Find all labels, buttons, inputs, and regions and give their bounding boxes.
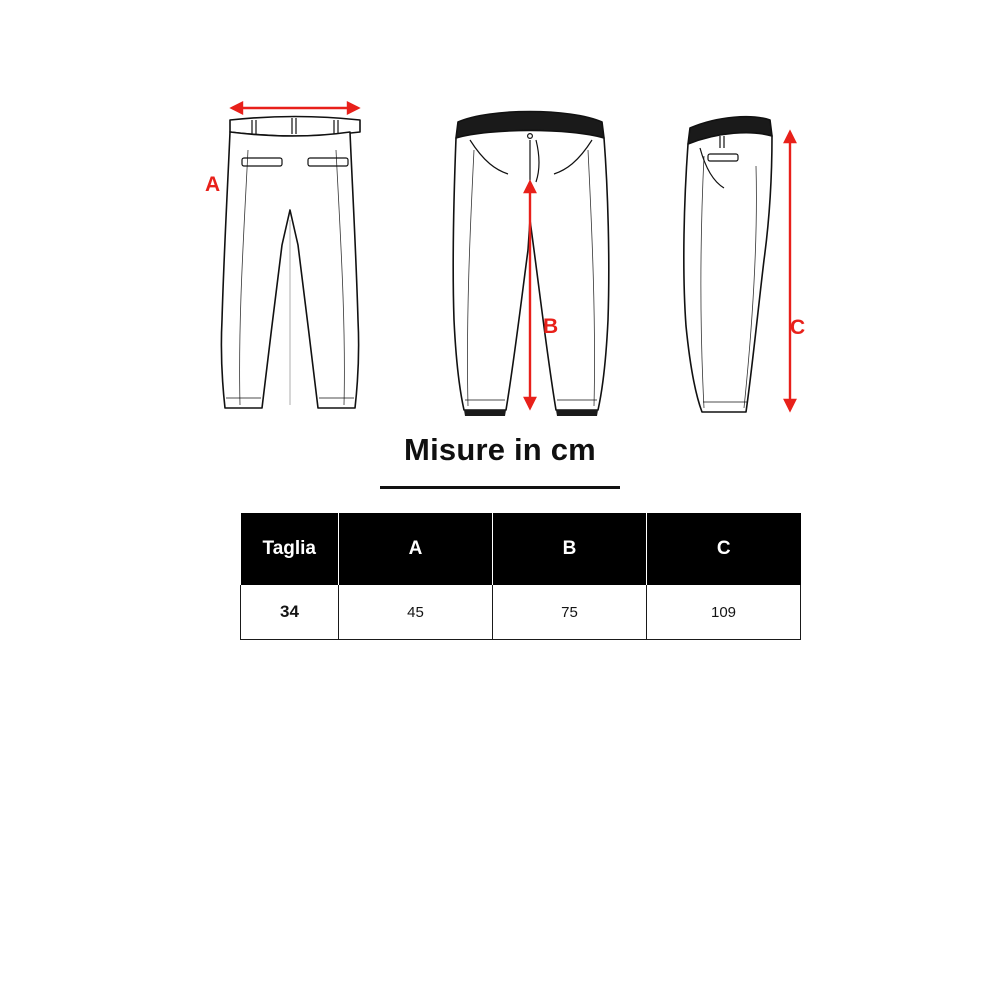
column-header-b: B — [493, 513, 647, 585]
size-table — [240, 513, 801, 640]
dimension-label-a: A — [205, 173, 221, 196]
dimension-label-c: C — [790, 316, 806, 339]
column-header-a: A — [339, 513, 493, 585]
chart-title-block — [0, 432, 1000, 489]
column-header-c: C — [647, 513, 801, 585]
title-divider — [380, 486, 620, 489]
cell-a: 45 — [339, 585, 493, 640]
table-row — [241, 585, 801, 640]
cell-c: 109 — [647, 585, 801, 640]
page-title: Misure in cm — [404, 432, 596, 467]
dimension-label-b: B — [543, 315, 559, 338]
trousers-side-view — [660, 70, 890, 420]
size-table-wrapper — [240, 513, 800, 640]
cell-size: 34 — [241, 585, 339, 640]
garment-diagrams — [0, 70, 1000, 420]
column-header-size: Taglia — [241, 513, 339, 585]
trousers-front-view — [190, 70, 420, 420]
table-header-row — [241, 513, 801, 585]
cell-b: 75 — [493, 585, 647, 640]
trousers-back-view — [430, 70, 660, 420]
